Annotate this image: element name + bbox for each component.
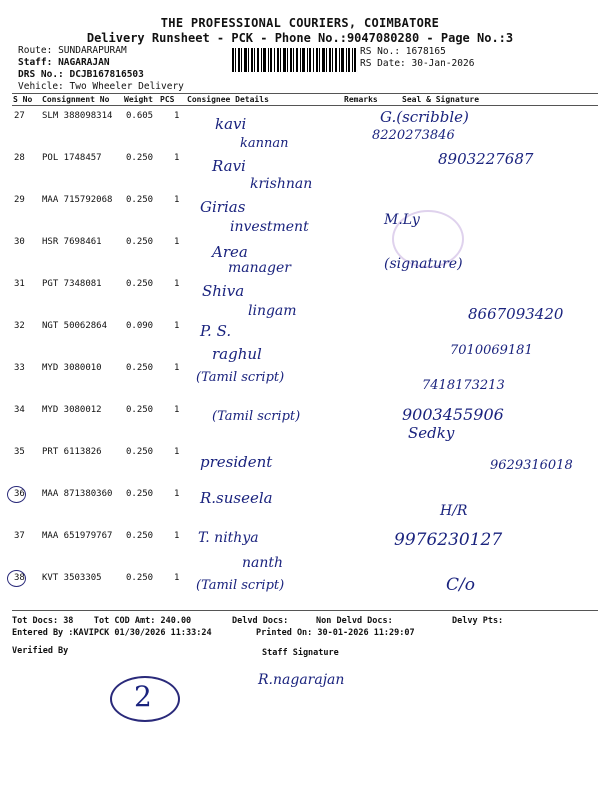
- row-pcs: 1: [174, 489, 180, 499]
- handwritten-name: raghul: [212, 345, 262, 363]
- row-consignment: NGT 50062864: [42, 321, 108, 331]
- handwritten-signature: 7010069181: [450, 343, 533, 358]
- handwritten-signature: (signature): [384, 256, 463, 272]
- handwritten-signature: G.(scribble): [380, 108, 469, 126]
- drs-value: DCJB167816503: [69, 69, 144, 80]
- handwritten-name: Girias: [200, 198, 246, 216]
- route-line: [18, 45, 127, 56]
- handwritten-name: Ravi: [212, 157, 246, 175]
- row-weight: 0.250: [126, 237, 154, 247]
- barcode: [232, 48, 356, 72]
- tot-cod-value: 240.00: [160, 616, 192, 626]
- col-weight: Weight: [124, 95, 153, 104]
- drs-label: DRS No.:: [18, 69, 64, 80]
- col-consignment: Consignment No: [42, 95, 110, 104]
- row-36-circle-mark: [7, 486, 26, 503]
- handwritten-name: nanth: [242, 555, 284, 571]
- row-consignment: KVT 3503305: [42, 573, 102, 583]
- row-weight: 0.605: [126, 111, 154, 121]
- handwritten-name: (Tamil script): [196, 370, 285, 385]
- table-top-rule: [12, 93, 598, 94]
- handwritten-name: (Tamil script): [212, 409, 301, 424]
- row-weight: 0.250: [126, 279, 154, 289]
- row-consignment: MYD 3080010: [42, 363, 102, 373]
- vehicle-label: Vehicle:: [18, 81, 64, 92]
- tot-docs-value: 38: [63, 616, 74, 626]
- col-sno: S No: [13, 95, 33, 104]
- handwritten-name: kannan: [240, 136, 289, 151]
- col-pcs: PCS: [160, 95, 175, 104]
- row-sno: 30: [14, 237, 25, 247]
- rs-date-line: [360, 58, 474, 69]
- rs-date-value: 30-Jan-2026: [411, 58, 475, 69]
- handwritten-signature: M.Ly: [384, 212, 420, 228]
- page-number-hand: 2: [134, 680, 152, 713]
- runsheet-subtitle: Delivery Runsheet - PCK - Phone No.:9047080280 - Page No.:3: [86, 31, 514, 45]
- company-title: THE PROFESSIONAL COURIERS, COIMBATORE: [160, 16, 440, 30]
- vehicle-value: Two Wheeler Delivery: [69, 81, 184, 92]
- row-pcs: 1: [174, 363, 180, 373]
- row-pcs: 1: [174, 279, 180, 289]
- handwritten-name: krishnan: [250, 176, 313, 192]
- row-sno: 37: [14, 531, 25, 541]
- row-weight: 0.250: [126, 447, 154, 457]
- handwritten-signature: 7418173213: [422, 378, 505, 393]
- row-weight: 0.250: [126, 195, 154, 205]
- handwritten-name: lingam: [248, 303, 297, 319]
- row-consignment: MAA 651979767: [42, 531, 113, 541]
- staff-signature-hand: R.nagarajan: [258, 672, 345, 688]
- row-weight: 0.250: [126, 363, 154, 373]
- handwritten-signature: 9976230127: [394, 530, 503, 550]
- entered-by: Entered By :KAVIPCK 01/30/2026 11:33:24: [12, 628, 212, 638]
- route-value: SUNDARAPURAM: [58, 45, 127, 56]
- rs-no-line: [360, 46, 446, 57]
- row-sno: 38: [14, 573, 25, 583]
- handwritten-name: P. S.: [200, 322, 232, 340]
- rs-no-label: RS No.:: [360, 46, 401, 57]
- handwritten-name: R.suseela: [200, 489, 273, 507]
- row-sno: 28: [14, 153, 25, 163]
- vehicle-line: [18, 81, 184, 92]
- staff-signature-label: Staff Signature: [262, 648, 339, 658]
- handwritten-name: T. nithya: [198, 530, 259, 546]
- row-sno: 31: [14, 279, 25, 289]
- col-consignee: Consignee Details: [187, 95, 269, 104]
- handwritten-signature: 8667093420: [468, 305, 564, 323]
- handwritten-signature: 8903227687: [438, 150, 534, 168]
- row-pcs: 1: [174, 573, 180, 583]
- handwritten-signature: C/o: [446, 575, 475, 595]
- row-pcs: 1: [174, 531, 180, 541]
- row-consignment: SLM 388098314: [42, 111, 113, 121]
- row-weight: 0.250: [126, 489, 154, 499]
- handwritten-name: Shiva: [202, 282, 245, 300]
- verified-by: Verified By: [12, 646, 69, 656]
- handwritten-name: kavi: [215, 115, 247, 133]
- staff-label: Staff:: [18, 57, 53, 68]
- delvy-pts: Delvy Pts:: [452, 616, 504, 626]
- row-pcs: 1: [174, 153, 180, 163]
- handwritten-signature: Sedky: [408, 424, 455, 442]
- row-consignment: PRT 6113826: [42, 447, 102, 457]
- handwritten-name: manager: [228, 260, 291, 276]
- col-remarks: Remarks: [344, 95, 378, 104]
- handwritten-name: investment: [230, 219, 309, 235]
- row-pcs: 1: [174, 111, 180, 121]
- table-header-rule: [12, 105, 598, 106]
- row-sno: 27: [14, 111, 25, 121]
- handwritten-name: Area: [212, 243, 248, 261]
- row-weight: 0.090: [126, 321, 154, 331]
- route-label: Route:: [18, 45, 53, 56]
- row-consignment: POL 1748457: [42, 153, 102, 163]
- row-sno: 35: [14, 447, 25, 457]
- row-38-circle-mark: [7, 570, 26, 587]
- staff-line: [18, 57, 110, 68]
- row-sno: 34: [14, 405, 25, 415]
- handwritten-signature: 8220273846: [372, 128, 455, 143]
- row-consignment: PGT 7348081: [42, 279, 102, 289]
- delvd-docs: Delvd Docs:: [232, 616, 289, 626]
- row-sno: 36: [14, 489, 25, 499]
- row-consignment: MAA 871380360: [42, 489, 113, 499]
- row-sno: 29: [14, 195, 25, 205]
- row-weight: 0.250: [126, 405, 154, 415]
- rs-date-label: RS Date:: [360, 58, 406, 69]
- handwritten-signature: 9003455906: [402, 405, 504, 424]
- row-weight: 0.250: [126, 153, 154, 163]
- row-pcs: 1: [174, 195, 180, 205]
- row-pcs: 1: [174, 447, 180, 457]
- handwritten-signature: H/R: [440, 503, 468, 519]
- row-consignment: MAA 715792068: [42, 195, 113, 205]
- handwritten-name: president: [200, 453, 273, 471]
- handwritten-name: (Tamil script): [196, 578, 285, 593]
- row-consignment: HSR 7698461: [42, 237, 102, 247]
- tot-cod-label: Tot COD Amt:: [93, 616, 156, 626]
- staff-value: NAGARAJAN: [58, 57, 110, 68]
- tot-docs-label: Tot Docs:: [12, 616, 59, 626]
- row-consignment: MYD 3080012: [42, 405, 102, 415]
- handwritten-signature: 9629316018: [490, 458, 573, 473]
- table-bottom-rule: [12, 610, 598, 611]
- row-sno: 33: [14, 363, 25, 373]
- col-seal: Seal & Signature: [402, 95, 480, 104]
- non-delvd-docs: Non Delvd Docs:: [316, 616, 393, 626]
- row-pcs: 1: [174, 321, 180, 331]
- totals-line: [12, 616, 191, 626]
- row-sno: 32: [14, 321, 25, 331]
- rs-no-value: 1678165: [405, 46, 446, 57]
- row-weight: 0.250: [126, 531, 154, 541]
- row-weight: 0.250: [126, 573, 154, 583]
- row-pcs: 1: [174, 237, 180, 247]
- drs-line: [18, 69, 144, 80]
- row-pcs: 1: [174, 405, 180, 415]
- printed-on: Printed On: 30-01-2026 11:29:07: [256, 628, 415, 638]
